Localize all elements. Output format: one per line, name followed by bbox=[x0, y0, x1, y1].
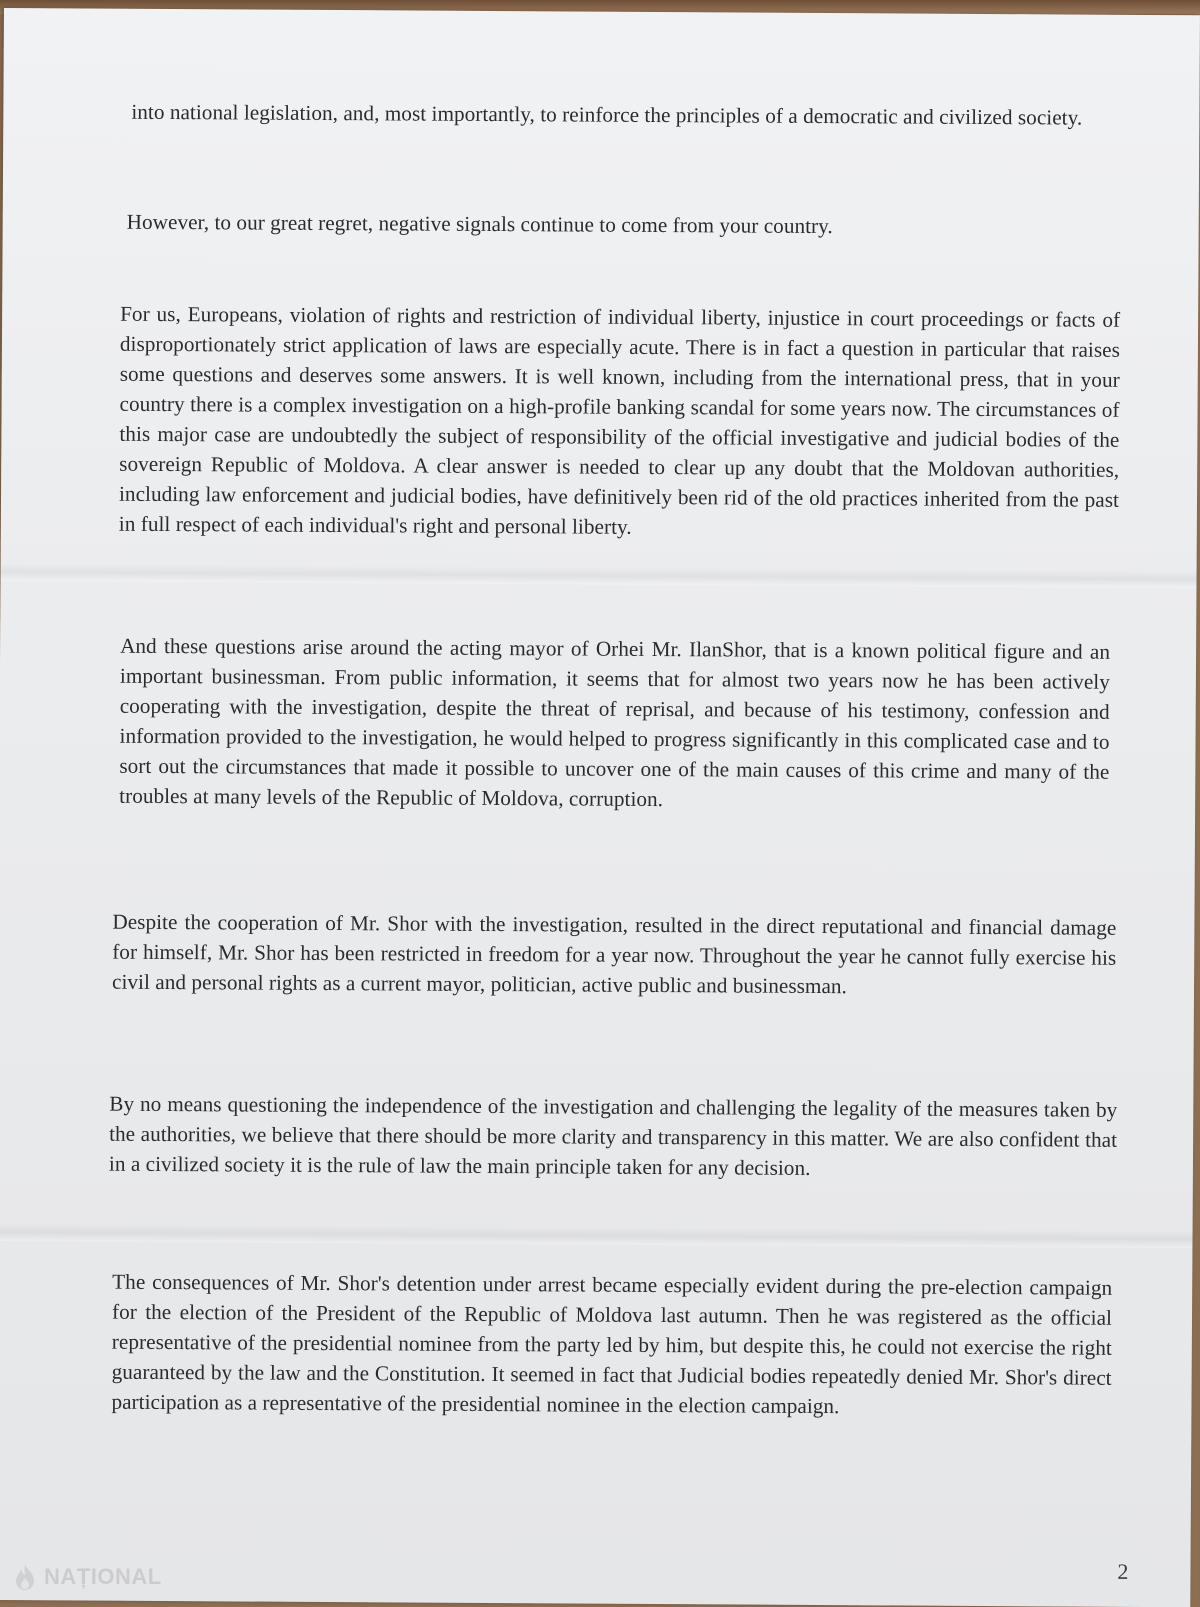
paragraph-regret: However, to our great regret, negative signals continue to come from your country. bbox=[126, 209, 833, 239]
watermark-label: NAȚIONAL bbox=[44, 1564, 162, 1589]
paper-fold bbox=[0, 1223, 1193, 1248]
paragraph-investigation: For us, Europeans, violation of rights and restriction of individual liberty, injustice in court proceedings or facts of disproportionately strict application of laws are especially acute. There is in fact a question in particular that raises some questions and deserves some answers. It is well known, including from the international press, that in your country there is a complex investigation on a high-profile banking scandal for some years now. The circumstances of this major case are undoubtedly the subject of responsibility of the official investigative and judicial bodies of the sovereign Republic of Moldova. A clear answer is needed to clear up any doubt that the Moldovan authorities, including law enforcement and judicial bodies, have definitively been rid of the old practices inherited from the past in full respect of each individual's right and personal liberty. bbox=[118, 301, 1121, 539]
page-number: 2 bbox=[1117, 1558, 1129, 1584]
paragraph-cooperation: Despite the cooperation of Mr. Shor with the investigation, resulted in the direct reputational and financial damage for himself, Mr. Shor has been restricted in freedom for a year now. Throughout the year he cannot fully exercise his civil and personal rights as a current mayor, politician, active public and businessman. bbox=[111, 909, 1117, 999]
paper-fold bbox=[0, 563, 1196, 588]
flame-logo-icon bbox=[10, 1562, 40, 1592]
paragraph-mayor-orhei: And these questions arise around the acting mayor of Orhei Mr. IlanShor, that is a known political figure and an important businessman. From public information, it seems that for almost two years now he has been actively cooperating with the investigation, despite the threat of reprisal, and because of his testimony, confession and information provided to the investigation, he would helped to progress significantly in this complicated case and to sort out the circumstances that made it possible to uncover one of the main causes of this crime and many of the troubles at many levels of the Republic of Moldova, corruption. bbox=[119, 633, 1111, 812]
paragraph-election-campaign: The consequences of Mr. Shor's detention under arrest became especially evident during the pre-election campaign for the election of the President of the Republic of Moldova last autumn. Then he was registered as the official representative of the presidential nominee from the party led by him, but despite this, he could not exercise the right guaranteed by the law and the Constitution. It seemed in fact that Judicial bodies repeatedly denied Mr. Shor's direct participation as a representative of the presidential nominee in the election campaign. bbox=[111, 1269, 1113, 1419]
paragraph-rule-of-law: By no means questioning the independence of the investigation and challenging the legality of the measures taken by the authorities, we believe that there should be more clarity and transparency in this matter. We are also confident that in a civilized society it is the rule of law the main principle taken for any decision. bbox=[108, 1091, 1118, 1180]
letter-page bbox=[0, 8, 1200, 1607]
paragraph-intro-continuation: into national legislation, and, most importantly, to reinforce the principles of a democratic and civilized society. bbox=[131, 99, 1083, 130]
national-watermark bbox=[10, 1562, 162, 1592]
